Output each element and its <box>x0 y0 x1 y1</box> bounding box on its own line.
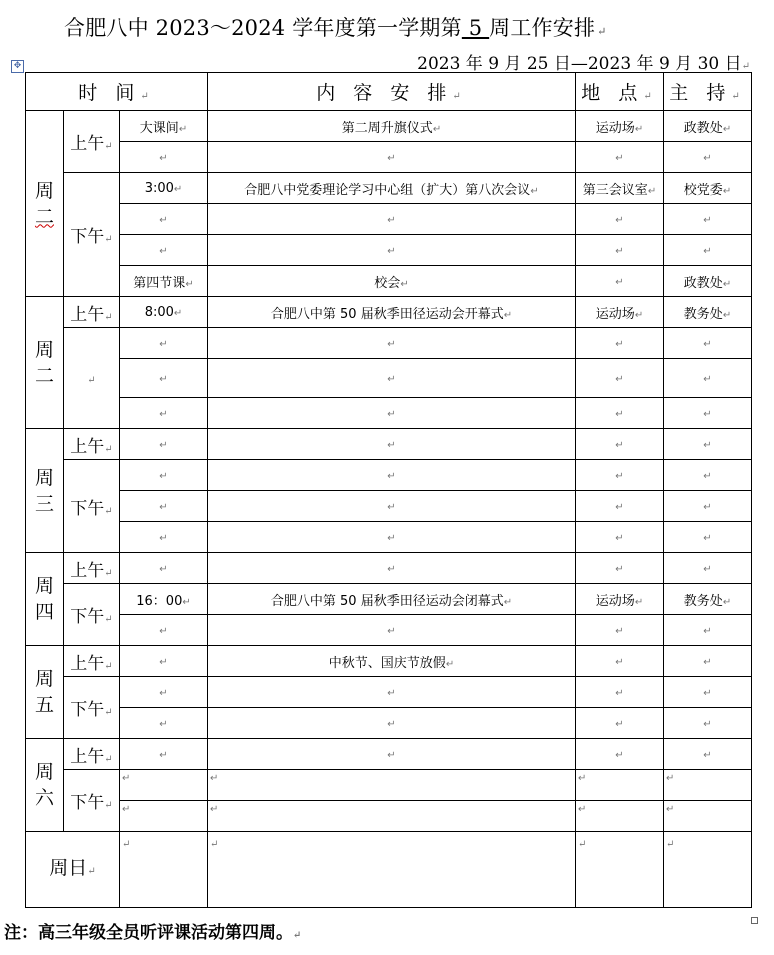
paragraph-mark: ↵ <box>185 278 194 290</box>
table-row <box>26 460 752 491</box>
table-row <box>26 359 752 398</box>
paragraph-mark: ↵ <box>293 930 302 941</box>
pm-label: 下午↵ <box>64 584 120 646</box>
paragraph-mark: ↵ <box>615 656 624 668</box>
time-cell[interactable] <box>120 739 208 770</box>
paragraph-mark: ↵ <box>703 656 712 668</box>
am-label: 上午↵ <box>64 553 120 584</box>
paragraph-mark: ↵ <box>703 501 712 513</box>
time-cell[interactable] <box>120 297 208 328</box>
time-cell[interactable] <box>120 460 208 491</box>
place-cell[interactable] <box>576 491 664 522</box>
place-cell-text: 运动场 <box>595 593 635 609</box>
host-cell[interactable] <box>664 491 752 522</box>
place-cell[interactable] <box>576 429 664 460</box>
paragraph-mark: ↵ <box>159 625 168 637</box>
time-cell[interactable] <box>120 522 208 553</box>
paragraph-mark: ↵ <box>387 625 396 637</box>
content-cell[interactable] <box>208 584 576 615</box>
place-cell[interactable] <box>576 359 664 398</box>
document-title <box>64 12 607 42</box>
place-cell[interactable] <box>576 173 664 204</box>
time-cell[interactable] <box>120 398 208 429</box>
time-cell-text: 3:00 <box>144 180 174 196</box>
paragraph-mark: ↵ <box>159 563 168 575</box>
paragraph-mark: ↵ <box>703 408 712 420</box>
host-cell[interactable] <box>664 111 752 142</box>
pm-label: 下午↵ <box>64 770 120 832</box>
header-time: 时 间↵ <box>26 73 208 111</box>
paragraph-mark: ↵ <box>703 470 712 482</box>
paragraph-mark: ↵ <box>666 773 675 784</box>
paragraph-mark: ↵ <box>159 245 168 257</box>
content-cell[interactable] <box>208 491 576 522</box>
paragraph-mark: ↵ <box>122 773 131 784</box>
table-row <box>26 770 752 801</box>
host-cell[interactable] <box>664 297 752 328</box>
time-cell-text: 8:00 <box>144 304 174 320</box>
paragraph-mark: ↵ <box>703 338 712 350</box>
paragraph-mark: ↵ <box>159 439 168 451</box>
place-cell[interactable] <box>576 646 664 677</box>
paragraph-mark: ↵ <box>703 245 712 257</box>
pm-label: ↵ <box>64 328 120 429</box>
paragraph-mark: ↵ <box>387 373 396 385</box>
time-cell[interactable] <box>120 677 208 708</box>
table-row <box>26 522 752 553</box>
time-cell[interactable] <box>120 584 208 615</box>
paragraph-mark: ↵ <box>122 839 131 850</box>
table-row <box>26 429 752 460</box>
paragraph-mark: ↵ <box>578 839 587 850</box>
time-cell[interactable] <box>120 491 208 522</box>
place-cell[interactable] <box>576 553 664 584</box>
content-cell[interactable] <box>208 460 576 491</box>
place-cell[interactable] <box>576 615 664 646</box>
paragraph-mark: ↵ <box>578 804 587 815</box>
time-cell[interactable] <box>120 429 208 460</box>
paragraph-mark: ↵ <box>634 596 644 608</box>
paragraph-mark: ↵ <box>615 245 624 257</box>
content-cell[interactable] <box>208 204 576 235</box>
paragraph-mark: ↵ <box>210 804 219 815</box>
place-cell[interactable] <box>576 584 664 615</box>
table-row <box>26 235 752 266</box>
place-cell[interactable] <box>576 801 664 832</box>
table-row <box>26 266 752 297</box>
place-cell-text: 运动场 <box>595 120 635 136</box>
day-label-sunday: 周日↵ <box>26 832 120 908</box>
paragraph-mark: ↵ <box>387 152 396 164</box>
paragraph-mark: ↵ <box>210 839 219 850</box>
paragraph-mark: ↵ <box>387 749 396 761</box>
paragraph-mark: ↵ <box>615 749 624 761</box>
host-cell[interactable] <box>664 677 752 708</box>
time-cell-text: 第四节课 <box>133 275 186 291</box>
paragraph-mark: ↵ <box>615 687 624 699</box>
day-label: 周 二 <box>26 111 64 297</box>
paragraph-mark: ↵ <box>703 563 712 575</box>
paragraph-mark: ↵ <box>173 183 183 195</box>
place-cell[interactable] <box>576 297 664 328</box>
day-label: 周 四 <box>26 553 64 646</box>
header-content: 内 容 安 排↵ <box>208 73 576 111</box>
time-cell[interactable] <box>120 359 208 398</box>
table-resize-handle[interactable] <box>751 917 758 924</box>
content-cell[interactable] <box>208 359 576 398</box>
paragraph-mark: ↵ <box>615 214 624 226</box>
table-row <box>26 801 752 832</box>
content-cell[interactable] <box>208 770 576 801</box>
schedule-table <box>25 72 752 908</box>
paragraph-mark: ↵ <box>615 532 624 544</box>
paragraph-mark: ↵ <box>703 214 712 226</box>
paragraph-mark: ↵ <box>530 185 539 197</box>
place-cell-text: 运动场 <box>595 306 635 322</box>
content-cell-text: 第二周升旗仪式 <box>341 120 433 136</box>
am-label: 上午↵ <box>64 646 120 677</box>
host-cell[interactable] <box>664 832 752 908</box>
host-cell[interactable] <box>664 615 752 646</box>
host-cell[interactable] <box>664 142 752 173</box>
content-cell[interactable] <box>208 142 576 173</box>
paragraph-mark: ↵ <box>615 439 624 451</box>
host-cell[interactable] <box>664 522 752 553</box>
time-cell[interactable] <box>120 142 208 173</box>
time-cell[interactable] <box>120 204 208 235</box>
table-header-row <box>26 73 752 111</box>
paragraph-mark: ↵ <box>182 596 191 608</box>
paragraph-mark: ↵ <box>159 656 168 668</box>
place-cell-text: 第三会议室 <box>582 182 648 198</box>
time-cell-text: 16：00 <box>136 593 183 609</box>
content-cell[interactable] <box>208 173 576 204</box>
host-cell[interactable] <box>664 173 752 204</box>
table-row <box>26 398 752 429</box>
paragraph-mark: ↵ <box>159 718 168 730</box>
paragraph-mark: ↵ <box>159 152 168 164</box>
header-host: 主 持↵ <box>664 73 752 111</box>
table-row <box>26 491 752 522</box>
time-cell[interactable] <box>120 266 208 297</box>
paragraph-mark: ↵ <box>722 596 732 608</box>
paragraph-mark: ↵ <box>615 563 624 575</box>
time-cell[interactable] <box>120 708 208 739</box>
host-cell[interactable] <box>664 646 752 677</box>
content-cell-text: 校会 <box>374 275 401 291</box>
paragraph-mark: ↵ <box>159 501 168 513</box>
table-row-sunday <box>26 832 752 908</box>
table-row <box>26 142 752 173</box>
content-cell[interactable] <box>208 297 576 328</box>
footnote <box>4 918 301 943</box>
paragraph-mark: ↵ <box>722 185 732 197</box>
paragraph-mark: ↵ <box>432 123 442 135</box>
host-cell-text: 教务处 <box>683 306 723 322</box>
paragraph-mark: ↵ <box>159 408 168 420</box>
paragraph-mark: ↵ <box>387 532 396 544</box>
content-cell[interactable] <box>208 708 576 739</box>
content-cell[interactable] <box>208 522 576 553</box>
time-cell[interactable] <box>120 328 208 359</box>
table-row <box>26 173 752 204</box>
paragraph-mark: ↵ <box>178 123 188 135</box>
paragraph-mark: ↵ <box>122 804 131 815</box>
paragraph-mark: ↵ <box>647 185 657 197</box>
paragraph-mark: ↵ <box>741 61 750 72</box>
content-cell[interactable] <box>208 739 576 770</box>
table-row <box>26 297 752 328</box>
paragraph-mark: ↵ <box>387 563 396 575</box>
content-cell[interactable] <box>208 111 576 142</box>
paragraph-mark: ↵ <box>703 687 712 699</box>
paragraph-mark: ↵ <box>666 839 675 850</box>
content-cell-text: 合肥八中党委理论学习中心组（扩大）第八次会议 <box>244 182 531 198</box>
paragraph-mark: ↵ <box>159 532 168 544</box>
time-cell[interactable] <box>120 801 208 832</box>
pm-label: 下午↵ <box>64 460 120 553</box>
paragraph-mark: ↵ <box>615 718 624 730</box>
host-cell[interactable] <box>664 584 752 615</box>
day-label: 周 六 <box>26 739 64 832</box>
table-row <box>26 553 752 584</box>
paragraph-mark: ↵ <box>597 25 607 38</box>
content-cell[interactable] <box>208 677 576 708</box>
pm-label: 下午↵ <box>64 173 120 297</box>
place-cell[interactable] <box>576 111 664 142</box>
host-cell[interactable] <box>664 328 752 359</box>
paragraph-mark: ↵ <box>400 278 409 290</box>
content-cell[interactable] <box>208 801 576 832</box>
paragraph-mark: ↵ <box>387 338 396 350</box>
paragraph-mark: ↵ <box>503 596 513 608</box>
date-range <box>417 49 750 74</box>
host-cell[interactable] <box>664 266 752 297</box>
place-cell[interactable] <box>576 235 664 266</box>
table-row <box>26 615 752 646</box>
paragraph-mark: ↵ <box>703 625 712 637</box>
paragraph-mark: ↵ <box>615 338 624 350</box>
am-label: 上午↵ <box>64 111 120 173</box>
table-row <box>26 708 752 739</box>
time-cell[interactable] <box>120 770 208 801</box>
content-cell[interactable] <box>208 266 576 297</box>
content-cell[interactable] <box>208 832 576 908</box>
host-cell-text: 政教处 <box>683 120 723 136</box>
host-cell[interactable] <box>664 460 752 491</box>
content-cell[interactable] <box>208 235 576 266</box>
paragraph-mark: ↵ <box>159 470 168 482</box>
content-cell[interactable] <box>208 429 576 460</box>
time-cell-text: 大课间 <box>139 120 179 136</box>
paragraph-mark: ↵ <box>615 408 624 420</box>
paragraph-mark: ↵ <box>387 408 396 420</box>
footnote-text: 注：高三年级全员听评课活动第四周。 <box>4 923 293 943</box>
paragraph-mark: ↵ <box>703 373 712 385</box>
host-cell-text: 政教处 <box>683 275 723 291</box>
paragraph-mark: ↵ <box>387 470 396 482</box>
paragraph-mark: ↵ <box>703 152 712 164</box>
time-cell[interactable] <box>120 173 208 204</box>
content-cell[interactable] <box>208 328 576 359</box>
host-cell[interactable] <box>664 429 752 460</box>
table-row <box>26 677 752 708</box>
paragraph-mark: ↵ <box>387 439 396 451</box>
host-cell[interactable] <box>664 398 752 429</box>
place-cell[interactable] <box>576 832 664 908</box>
place-cell[interactable] <box>576 328 664 359</box>
content-cell[interactable] <box>208 398 576 429</box>
paragraph-mark: ↵ <box>722 309 732 321</box>
title-suffix: 周工作安排 <box>489 16 596 40</box>
host-cell[interactable] <box>664 770 752 801</box>
table-row <box>26 328 752 359</box>
week-number: 5 <box>461 16 490 40</box>
paragraph-mark: ↵ <box>159 749 168 761</box>
paragraph-mark: ↵ <box>387 718 396 730</box>
paragraph-mark: ↵ <box>387 501 396 513</box>
place-cell[interactable] <box>576 522 664 553</box>
place-cell[interactable] <box>576 398 664 429</box>
place-cell[interactable] <box>576 677 664 708</box>
paragraph-mark: ↵ <box>210 773 219 784</box>
pm-label: 下午↵ <box>64 677 120 739</box>
place-cell[interactable] <box>576 770 664 801</box>
header-place: 地 点↵ <box>576 73 664 111</box>
paragraph-mark: ↵ <box>159 373 168 385</box>
content-cell-text: 中秋节、国庆节放假 <box>328 655 446 671</box>
day-label: 周 三 <box>26 429 64 553</box>
place-cell[interactable] <box>576 708 664 739</box>
paragraph-mark: ↵ <box>159 687 168 699</box>
paragraph-mark: ↵ <box>703 532 712 544</box>
time-cell[interactable] <box>120 111 208 142</box>
place-cell[interactable] <box>576 460 664 491</box>
time-cell[interactable] <box>120 615 208 646</box>
date-range-text: 2023 年 9 月 25 日—2023 年 9 月 30 日 <box>417 54 742 74</box>
title-prefix: 合肥八中 2023～2024 学年度第一学期第 <box>64 16 462 40</box>
place-cell[interactable] <box>576 266 664 297</box>
host-cell[interactable] <box>664 708 752 739</box>
paragraph-mark: ↵ <box>722 123 732 135</box>
paragraph-mark: ↵ <box>159 214 168 226</box>
paragraph-mark: ↵ <box>615 276 624 288</box>
table-row <box>26 584 752 615</box>
time-cell[interactable] <box>120 832 208 908</box>
paragraph-mark: ↵ <box>387 687 396 699</box>
paragraph-mark: ↵ <box>703 718 712 730</box>
host-cell[interactable] <box>664 204 752 235</box>
paragraph-mark: ↵ <box>159 338 168 350</box>
time-cell[interactable] <box>120 235 208 266</box>
table-row <box>26 111 752 142</box>
am-label: 上午↵ <box>64 297 120 328</box>
paragraph-mark: ↵ <box>703 749 712 761</box>
place-cell[interactable] <box>576 739 664 770</box>
paragraph-mark: ↵ <box>615 152 624 164</box>
paragraph-mark: ↵ <box>634 123 644 135</box>
table-row <box>26 739 752 770</box>
host-cell[interactable] <box>664 553 752 584</box>
host-cell-text: 校党委 <box>683 182 723 198</box>
paragraph-mark: ↵ <box>634 309 644 321</box>
content-cell[interactable] <box>208 615 576 646</box>
paragraph-mark: ↵ <box>615 501 624 513</box>
table-move-handle-icon[interactable]: ✥ <box>11 60 24 73</box>
paragraph-mark: ↵ <box>387 245 396 257</box>
host-cell[interactable] <box>664 801 752 832</box>
place-cell[interactable] <box>576 204 664 235</box>
paragraph-mark: ↵ <box>615 470 624 482</box>
paragraph-mark: ↵ <box>445 658 455 670</box>
host-cell[interactable] <box>664 235 752 266</box>
paragraph-mark: ↵ <box>615 373 624 385</box>
host-cell[interactable] <box>664 359 752 398</box>
am-label: 上午↵ <box>64 739 120 770</box>
host-cell-text: 教务处 <box>683 593 723 609</box>
paragraph-mark: ↵ <box>578 773 587 784</box>
paragraph-mark: ↵ <box>722 278 732 290</box>
paragraph-mark: ↵ <box>173 307 183 319</box>
place-cell[interactable] <box>576 142 664 173</box>
host-cell[interactable] <box>664 739 752 770</box>
time-cell[interactable] <box>120 553 208 584</box>
time-cell[interactable] <box>120 646 208 677</box>
content-cell[interactable] <box>208 553 576 584</box>
paragraph-mark: ↵ <box>387 214 396 226</box>
paragraph-mark: ↵ <box>666 804 675 815</box>
paragraph-mark: ↵ <box>615 625 624 637</box>
content-cell[interactable] <box>208 646 576 677</box>
paragraph-mark: ↵ <box>503 309 513 321</box>
day-label: 周 五 <box>26 646 64 739</box>
table-row <box>26 204 752 235</box>
day-label: 周 二 <box>26 297 64 429</box>
content-cell-text: 合肥八中第 50 届秋季田径运动会开幕式 <box>270 306 504 322</box>
paragraph-mark: ↵ <box>703 439 712 451</box>
content-cell-text: 合肥八中第 50 届秋季田径运动会闭幕式 <box>270 593 504 609</box>
table-row <box>26 646 752 677</box>
am-label: 上午↵ <box>64 429 120 460</box>
